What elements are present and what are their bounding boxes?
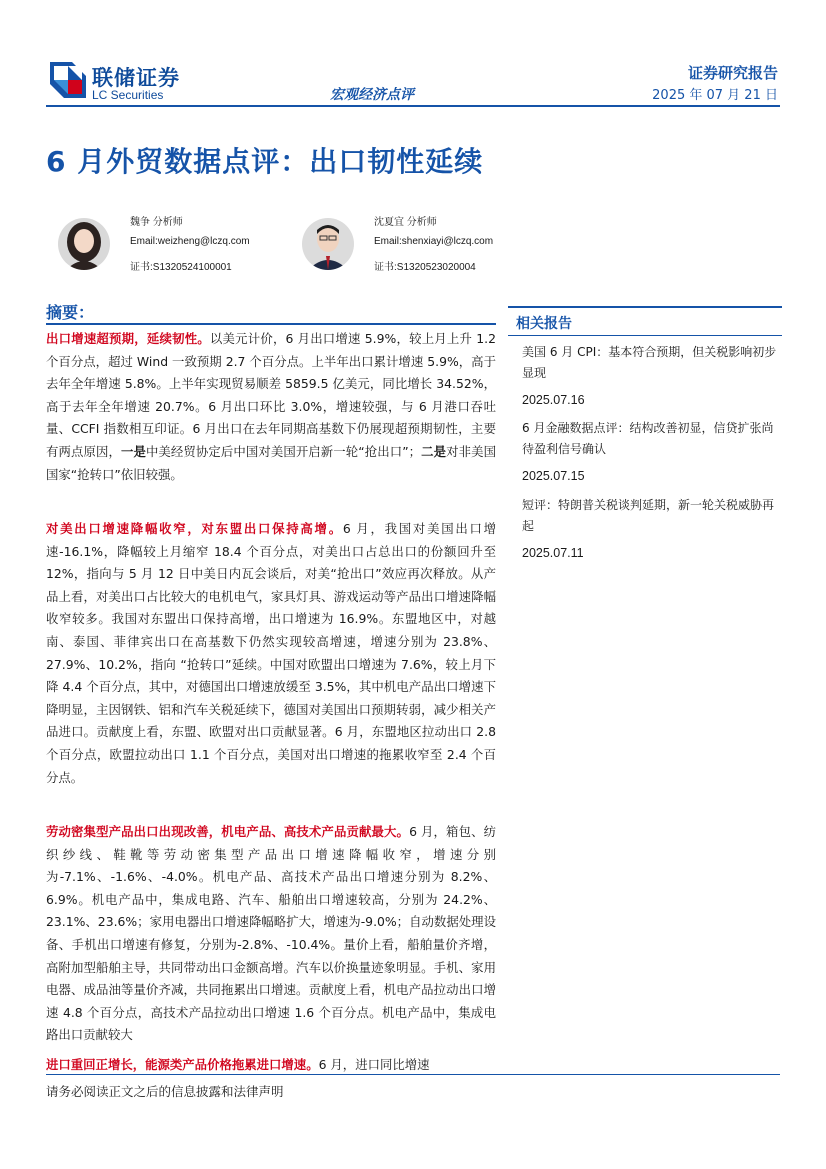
summary-paragraph-products	[46, 821, 496, 1047]
analyst-2-name: 沈夏宜 分析师	[374, 217, 437, 228]
sidebar-top-divider	[508, 306, 782, 308]
company-name-en: LC Securities	[92, 88, 164, 102]
sidebar-divider	[508, 335, 782, 336]
paragraph-emphasis: 一是	[120, 443, 146, 459]
paragraph-lead: 劳动密集型产品出口出现改善，机电产品、高技术产品贡献最大。	[46, 824, 410, 839]
summary-paragraph-imports	[46, 1054, 496, 1076]
analyst-2-cert: 证书:S1320523020004	[374, 262, 476, 273]
report-type: 证券研究报告	[687, 64, 778, 82]
company-logo-icon	[50, 62, 86, 98]
summary-paragraph-regions	[46, 518, 496, 789]
analyst-1-avatar-icon	[58, 218, 110, 270]
company-name-cn: 联储证券	[92, 66, 180, 90]
related-report-title[interactable]: 美国 6 月 CPI：基本符合预期，但关税影响初步显现	[522, 345, 777, 380]
related-report-date: 2025.07.15	[522, 469, 585, 483]
report-title: 6 月外贸数据点评：出口韧性延续	[46, 145, 484, 178]
paragraph-lead: 出口增速超预期，延续韧性。	[46, 331, 210, 346]
related-report-title[interactable]: 短评：特朗普关税谈判延期，新一轮关税威胁再起	[522, 498, 775, 533]
paragraph-lead: 进口重回正增长，能源类产品价格拖累进口增速。	[46, 1057, 319, 1072]
report-section: 宏观经济点评	[330, 87, 414, 103]
summary-divider	[46, 323, 496, 325]
header-divider	[46, 105, 780, 107]
paragraph-text: 对非美国国家“抢转口”依旧较强。	[46, 443, 497, 482]
analyst-2-email: Email:shenxiayi@lczq.com	[374, 236, 494, 247]
analyst-1-email: Email:weizheng@lczq.com	[130, 236, 250, 247]
paragraph-lead: 对美出口增速降幅收窄，对东盟出口保持高增。	[46, 521, 343, 536]
analyst-2-avatar-icon	[302, 218, 354, 270]
report-date: 2025 年 07 月 21 日	[652, 88, 778, 103]
paragraph-text: 6 月，箱包、纺织纱线、鞋靴等劳动密集型产品出口增速降幅收窄，增速分别为-7.1%、-1.6%、-4.0%。机电产品、高技术产品出口增速分别为 8.2%、6.9%。机电产品中，集成电路、汽车、船舶出口增速较高，分别为 24.2%、23.1%、23.6%；家用电器出口增速降幅略扩大，增速为-9.0%；自动数据处理设备、手机出口增速有修复，分别为-2.8%、-10.4%。量价上看，船舶量价齐增，高附加型船舶主导，共同带动出口金额高增。汽车以价换量迹象明显。手机、家用电器、成品油等量价齐减，共同拖累出口增速。贡献度上看，机电产品拉动出口增速 4.8 个百分点，高技术产品拉动出口增速 1.6 个百分点。机电产品中，集成电路出口贡献较大	[46, 824, 496, 1043]
summary-paragraph-exports	[46, 328, 496, 486]
summary-heading: 摘要：	[46, 303, 95, 322]
related-report-date: 2025.07.16	[522, 393, 585, 407]
related-report-date: 2025.07.11	[522, 546, 584, 560]
analyst-1-cert: 证书:S1320524100001	[130, 262, 232, 273]
footer-divider	[46, 1074, 780, 1075]
footer-disclaimer: 请务必阅读正文之后的信息披露和法律声明	[46, 1084, 284, 1099]
analyst-1-name: 魏争 分析师	[130, 217, 183, 228]
paragraph-text: 以美元计价，6 月出口增速 5.9%，较上月上升 1.2 个百分点，超过 Wind 一致预期 2.7 个百分点。上半年出口累计增速 5.9%，高于去年全年增速 5.8%。上半年实现贸易顺差 5859.5 亿美元，同比增长 34.52%，高于去年全年增速 20.7%。6 月出口环比 3.0%，增速较强，与 6 月港口吞吐量、CCFI 指数相互印证。6 月出口在去年同期高基数下仍展现超预期韧性，主要有两点原因，	[46, 331, 496, 459]
paragraph-emphasis: 二是	[421, 443, 447, 459]
paragraph-text: 中美经贸协定后中国对美国开启新一轮“抢出口”；	[145, 443, 422, 459]
paragraph-text: 6 月，进口同比增速	[318, 1057, 430, 1072]
paragraph-text: 6 月，我国对美国出口增速-16.1%，降幅较上月缩窄 18.4 个百分点，对美出口占总出口的份额回升至 12%，指向与 5 月 12 日中美日内瓦会谈后，对美“抢出口”效应再次释放。从产品上看，对美出口占比较大的电机电气，家具灯具、游戏运动等产品出口增速降幅收窄较多。我国对东盟出口保持高增，出口增速为 16.9%。东盟地区中，对越南、泰国、菲律宾出口在高基数下仍然实现较高增速，增速分别为 23.8%、27.9%、10.2%，指向 “抢转口”延续。中国对欧盟出口增速为 7.6%，较上月下降 4.4 个百分点，其中，对德国出口增速放缓至 3.5%，其中机电产品出口增速下降明显，主因钢铁、铝和汽车关税延续下，德国对美国出口预期转弱，减少相关产品进口。贡献度上看，东盟、欧盟对出口贡献显著。6 月，东盟地区拉动出口 2.8 个百分点，欧盟拉动出口 1.1 个百分点，美国对出口增速的拖累收窄至 2.4 个百分点。	[46, 521, 496, 785]
related-reports-heading: 相关报告	[516, 316, 572, 332]
related-report-title[interactable]: 6 月金融数据点评：结构改善初显，信贷扩张尚待盈利信号确认	[522, 421, 774, 456]
